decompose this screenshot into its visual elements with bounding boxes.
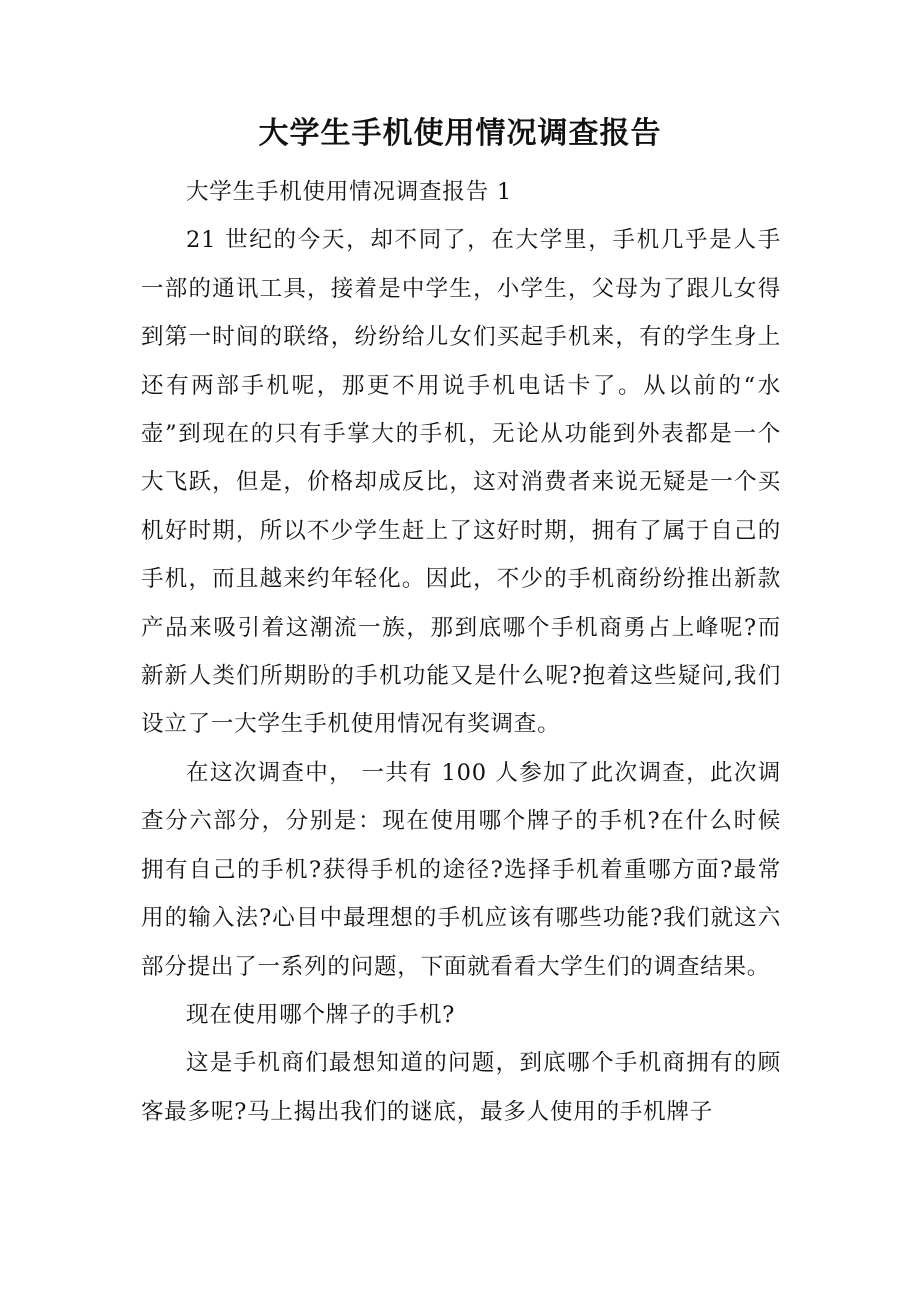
paragraph-brand-answer: 这是手机商们最想知道的问题，到底哪个手机商拥有的顾客最多呢?马上揭出我们的谜底，最多人使用的手机牌子 — [141, 1050, 781, 1125]
document-title: 大学生手机使用情况调查报告 — [258, 116, 662, 151]
paragraph-section-heading-brand: 现在使用哪个牌子的手机? — [186, 1001, 456, 1028]
document-body — [141, 168, 781, 1136]
paragraph-intro: 21 世纪的今天，却不同了，在大学里，手机几乎是人手一部的通讯工具，接着是中学生，小学生，父母为了跟儿女得到第一时间的联络，纷纷给儿女们买起手机来，有的学生身上还有两部手机呢，那更不用说手机电话卡了。从以前的“水壶”到现在的只有手掌大的手机，无论从功能到外表都是一个大飞跃，但是，价格却成反比，这对消费者来说无疑是一个买机好时期，所以不少学生赶上了这好时期，拥有了属于自己的手机，而且越来约年轻化。因此，不少的手机商纷纷推出新款产品来吸引着这潮流一族，那到底哪个手机商勇占上峰呢?而新新人类们所期盼的手机功能又是什么呢?抱着这些疑问,我们设立了一大学生手机使用情况有奖调查。 — [141, 227, 781, 738]
paragraph-survey-overview: 在这次调查中， 一共有 100 人参加了此次调查，此次调查分六部分，分别是：现在使用哪个牌子的手机?在什么时候拥有自己的手机?获得手机的途径?选择手机着重哪方面?最常用的输入法?心目中最理想的手机应该有哪些功能?我们就这六部分提出了一系列的问题，下面就看看大学生们的调查结果。 — [141, 759, 781, 980]
paragraph-subtitle: 大学生手机使用情况调查报告 1 — [186, 179, 512, 205]
